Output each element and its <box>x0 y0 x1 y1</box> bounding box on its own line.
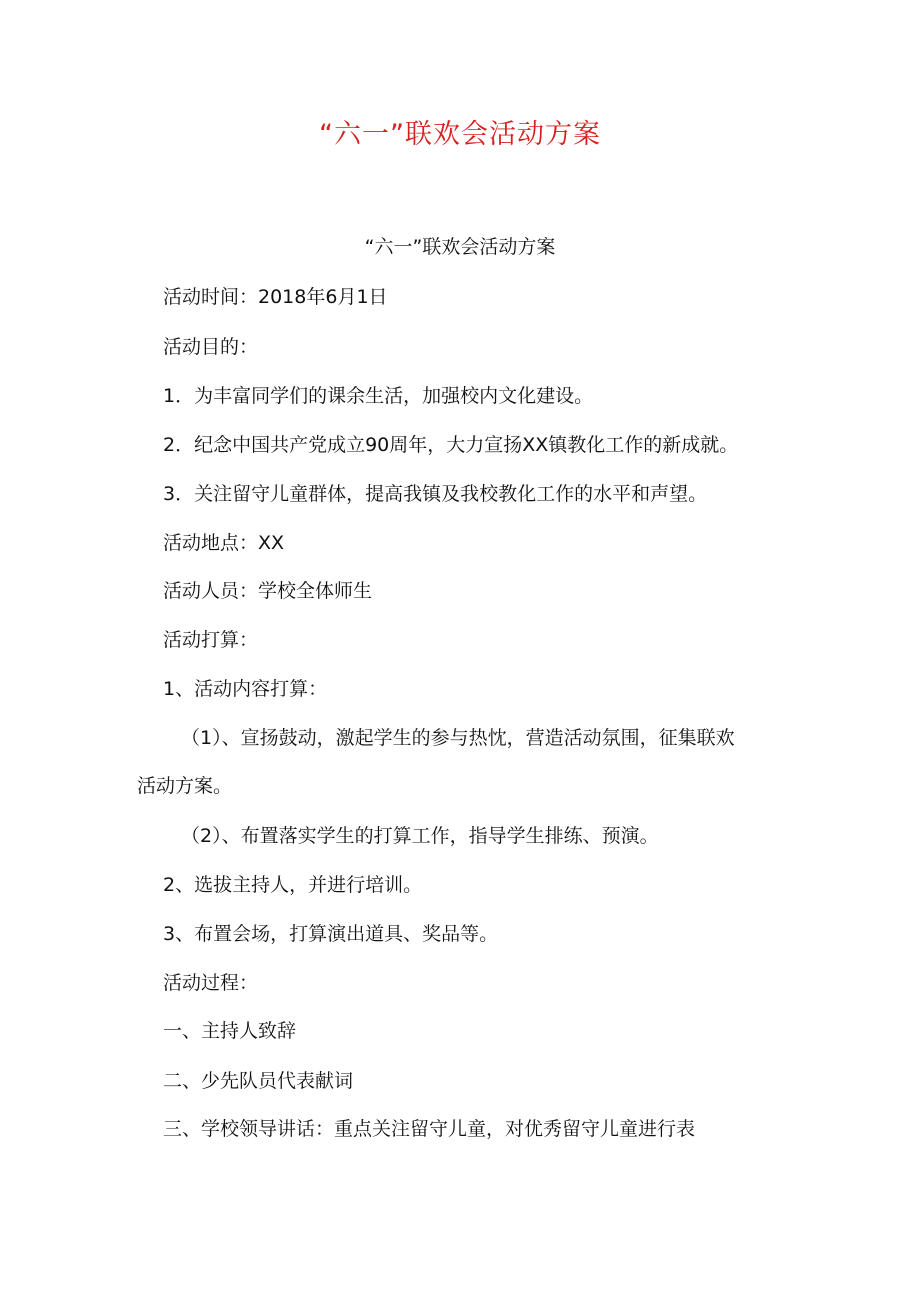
paragraph: 2．纪念中国共产党成立90周年，大力宣扬XX镇教化工作的新成就。 <box>163 434 739 456</box>
paragraph: 活动人员：学校全体师生 <box>163 580 373 602</box>
paragraph: 活动目的： <box>163 336 259 358</box>
paragraph: 活动方案。 <box>137 775 233 797</box>
paragraph: 三、学校领导讲话：重点关注留守儿童，对优秀留守儿童进行表 <box>163 1118 696 1140</box>
paragraph: 1、活动内容打算： <box>163 678 328 700</box>
paragraph: 3．关注留守儿童群体，提高我镇及我校教化工作的水平和声望。 <box>163 483 708 505</box>
paragraph: （1）、宣扬鼓动，激起学生的参与热忱，营造活动氛围，征集联欢 <box>181 727 735 749</box>
paragraph: 活动过程： <box>163 972 259 994</box>
paragraph: 2、选拔主持人，并进行培训。 <box>163 874 423 896</box>
paragraph: 一、主持人致辞 <box>163 1020 297 1042</box>
paragraph: 活动地点：XX <box>163 532 285 554</box>
document-subtitle: “六一”联欢会活动方案 <box>364 236 556 258</box>
paragraph: 3、布置会场，打算演出道具、奖品等。 <box>163 923 499 945</box>
paragraph: 1．为丰富同学们的课余生活，加强校内文化建设。 <box>163 385 594 407</box>
paragraph: （2）、布置落实学生的打算工作，指导学生排练、预演。 <box>181 825 659 847</box>
paragraph: 活动时间：2018年6月1日 <box>163 286 388 308</box>
document-title: “六一”联欢会活动方案 <box>319 119 601 150</box>
paragraph: 活动打算： <box>163 629 259 651</box>
paragraph: 二、少先队员代表献词 <box>163 1070 354 1092</box>
